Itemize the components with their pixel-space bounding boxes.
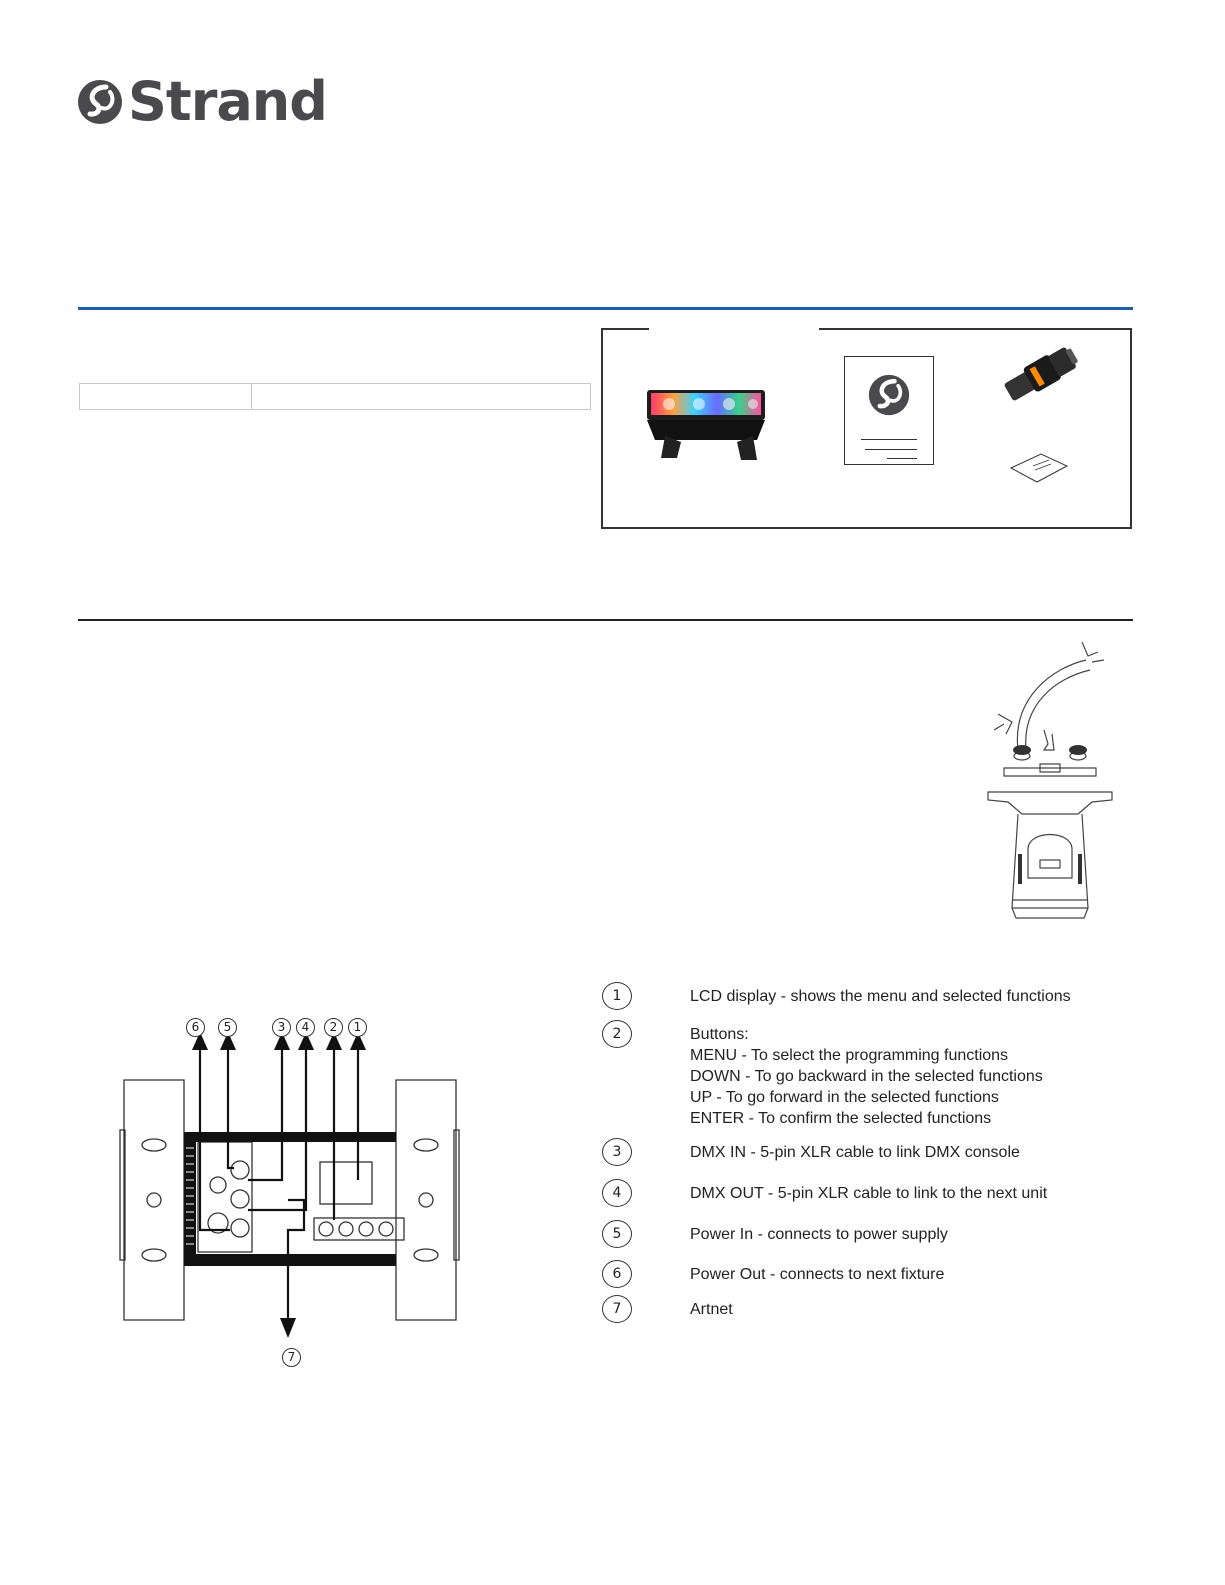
spec-table-cell-label xyxy=(80,384,252,409)
diagram-callout: 6 xyxy=(186,1018,205,1037)
legend-line: MENU - To select the programming functions xyxy=(690,1047,1009,1064)
rigging-clamp-illustration xyxy=(982,638,1118,924)
section-divider-black xyxy=(78,619,1133,621)
strand-logo-icon xyxy=(76,78,124,126)
legend-number: 5 xyxy=(602,1220,632,1248)
legend-number: 4 xyxy=(602,1179,632,1207)
legend-line: Power Out - connects to next fixture xyxy=(690,1266,945,1283)
legend-text xyxy=(690,1224,948,1245)
diagram-callout: 2 xyxy=(324,1018,343,1037)
diagram-callout: 4 xyxy=(296,1018,315,1037)
legend-line: ENTER - To confirm the selected functions xyxy=(690,1110,992,1127)
package-contents-box xyxy=(601,328,1132,529)
manual-logo-icon xyxy=(867,373,911,417)
legend-line: Artnet xyxy=(690,1301,733,1318)
logo-wordmark: Strand xyxy=(128,70,327,133)
legend-text xyxy=(690,1264,944,1285)
diagram-callout: 3 xyxy=(272,1018,291,1037)
legend-number: 1 xyxy=(602,982,632,1010)
legend-line: DOWN - To go backward in the selected functions xyxy=(690,1068,1043,1085)
legend-line: LCD display - shows the menu and selected functions xyxy=(690,988,1071,1005)
legend-text xyxy=(690,986,1071,1007)
power-connector-icon xyxy=(993,338,1089,408)
legend-line: DMX OUT - 5-pin XLR cable to link to the next unit xyxy=(690,1185,1048,1202)
rear-panel-diagram xyxy=(118,1030,468,1330)
diagram-callout: 1 xyxy=(348,1018,367,1037)
legend-line: Power In - connects to power supply xyxy=(690,1226,948,1243)
diagram-callout: 7 xyxy=(282,1348,301,1367)
strand-logo xyxy=(76,70,327,133)
spec-table-cell-value xyxy=(252,384,590,409)
section-divider-blue xyxy=(78,307,1133,310)
legend-number: 7 xyxy=(602,1295,632,1323)
legend-line: UP - To go forward in the selected functions xyxy=(690,1089,999,1106)
legend-line: DMX IN - 5-pin XLR cable to link DMX console xyxy=(690,1144,1020,1161)
spec-table xyxy=(79,383,591,410)
small-document-icon xyxy=(1007,450,1071,486)
artnet-arrow-head xyxy=(278,1318,298,1340)
legend-line: Buttons: xyxy=(690,1026,749,1043)
diagram-callout: 5 xyxy=(218,1018,237,1037)
legend-number: 2 xyxy=(602,1020,632,1048)
legend-number: 3 xyxy=(602,1138,632,1166)
legend-number: 6 xyxy=(602,1260,632,1288)
legend-text xyxy=(690,1024,1043,1129)
manual-document-icon xyxy=(844,356,934,465)
legend-text xyxy=(690,1183,1047,1204)
legend-text xyxy=(690,1299,733,1320)
legend-text xyxy=(690,1142,1020,1163)
fixture-icon xyxy=(641,386,781,470)
